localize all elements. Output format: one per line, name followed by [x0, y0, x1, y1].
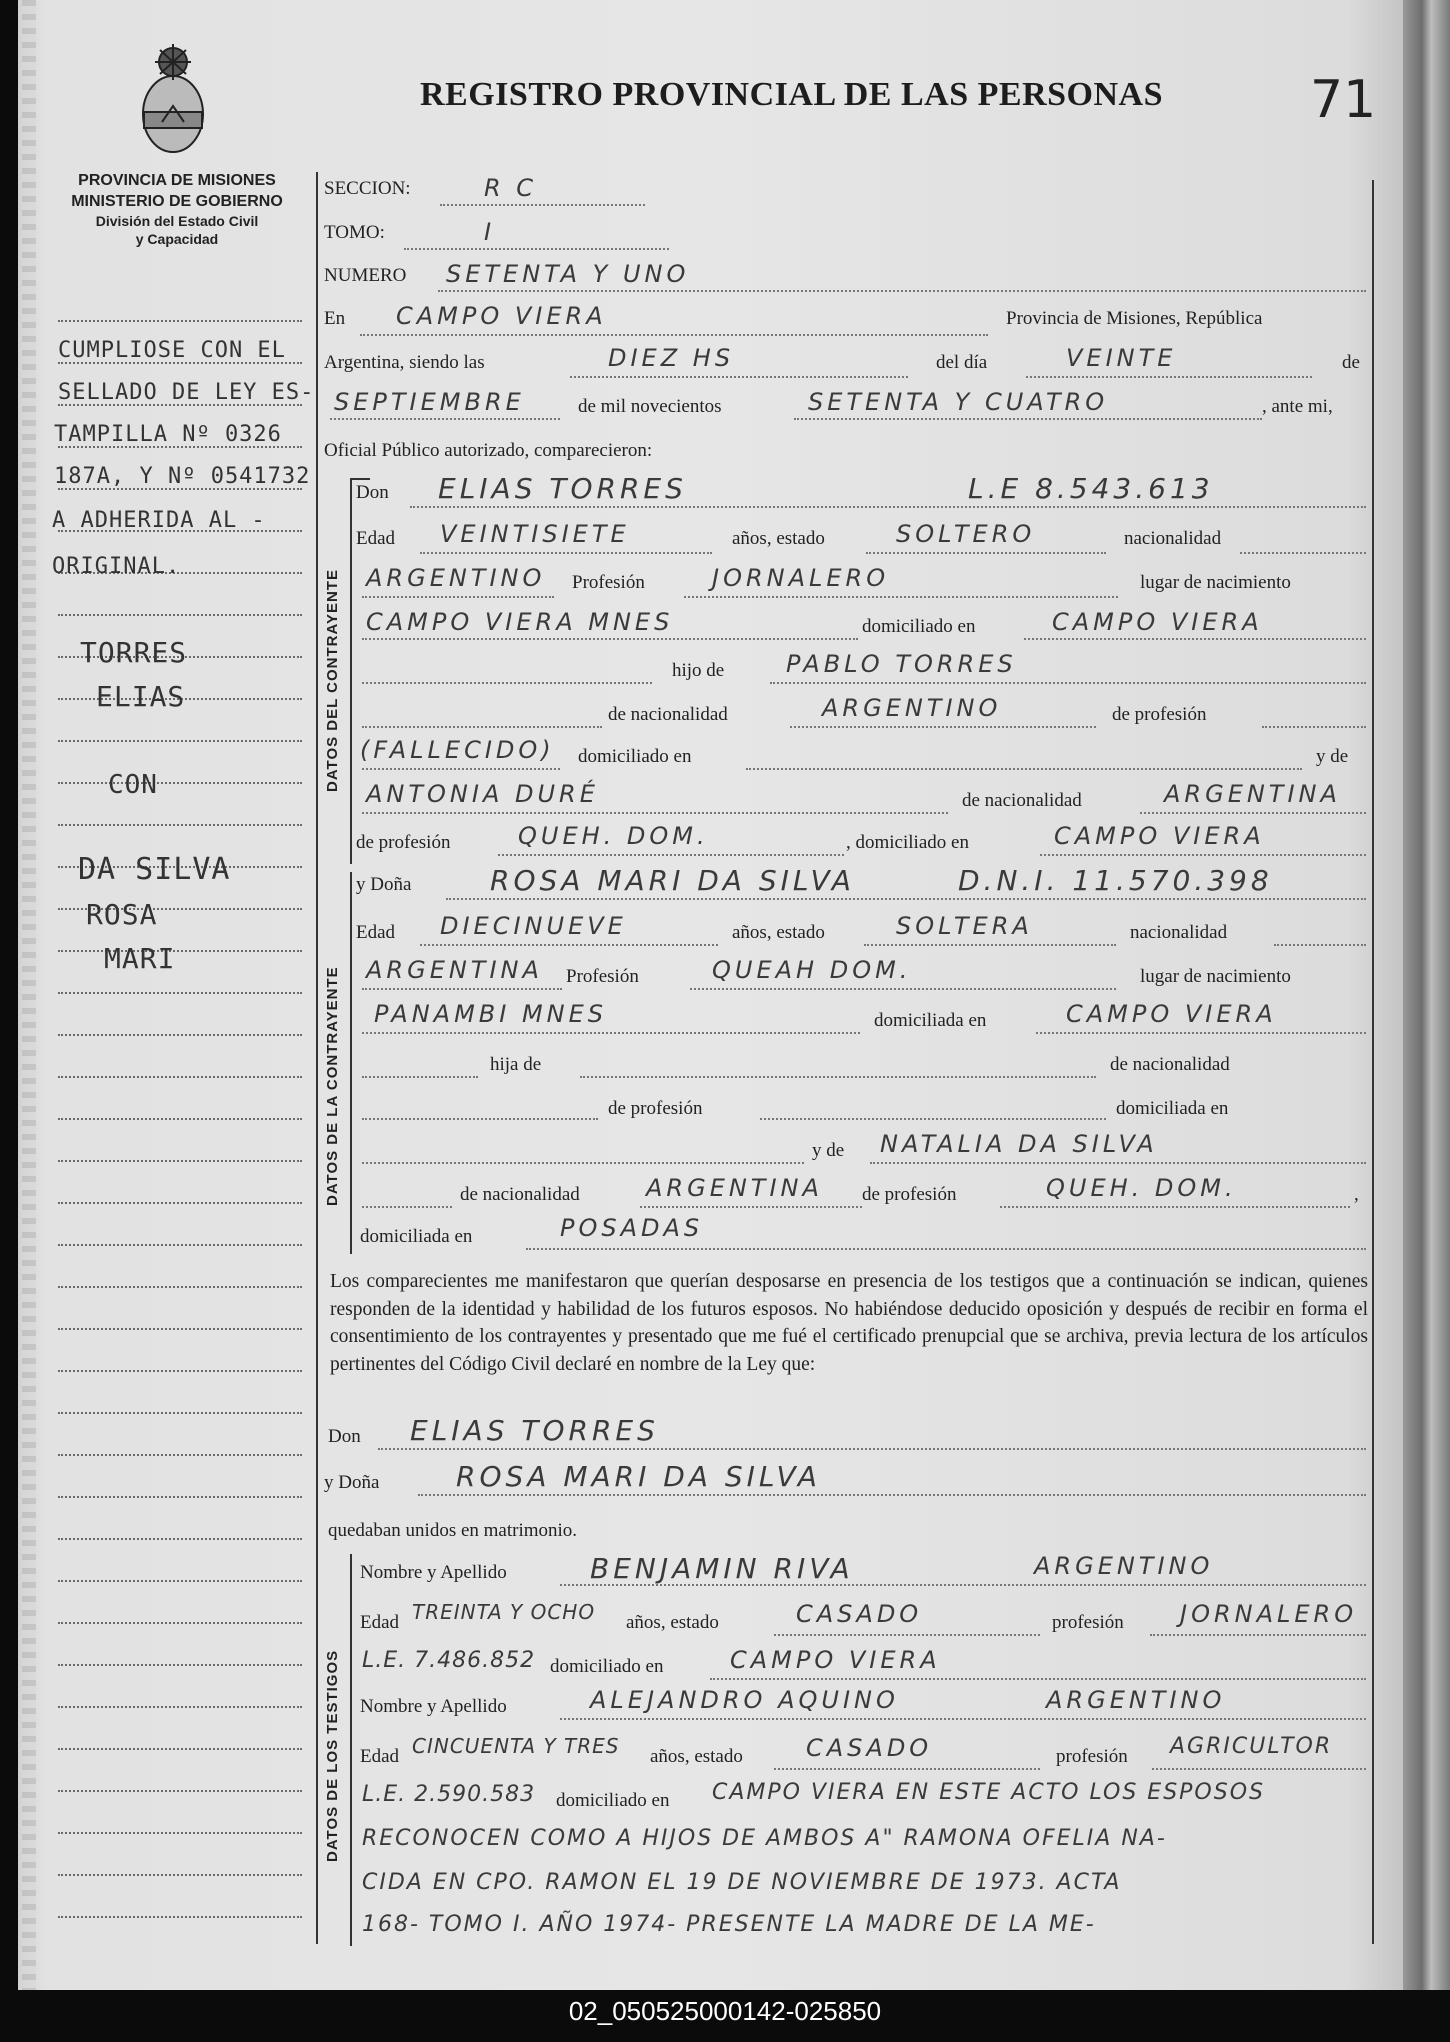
- dona-label: y Doña: [356, 874, 412, 895]
- anos-estado-label: años, estado: [732, 922, 825, 943]
- groom-estado: SOLTERO: [896, 520, 1036, 548]
- father-status: (FALLECIDO): [360, 736, 555, 764]
- hijo-de-label: hijo de: [672, 660, 725, 681]
- margin-line: [58, 1832, 302, 1834]
- fill-line: [1036, 1032, 1366, 1034]
- fill-line: [526, 1248, 1366, 1250]
- margin-line: [58, 1874, 302, 1876]
- office-capacity: y Capacidad: [135, 231, 219, 247]
- margin-line: [58, 950, 302, 952]
- issuing-office: [46, 170, 308, 248]
- bride-mother-name: NATALIA DA SILVA: [880, 1130, 1158, 1158]
- bride-id: D.N.I. 11.570.398: [958, 864, 1273, 897]
- margin-line: [58, 1454, 302, 1456]
- fill-line: [1262, 726, 1366, 728]
- margin-line: [58, 1748, 302, 1750]
- lugar-nac-label: lugar de nacimiento: [1140, 966, 1291, 987]
- margin-line: [58, 824, 302, 826]
- margin-note: CUMPLIOSE CON EL: [58, 338, 286, 363]
- notes-line-3: 168- TOMO I. AÑO 1974- PRESENTE LA MADRE DE LA ME-: [362, 1912, 1096, 1937]
- fill-line: [770, 682, 1366, 684]
- fill-line: [684, 596, 1118, 598]
- y-de-label: y de: [1316, 746, 1349, 767]
- fill-line: [864, 944, 1116, 946]
- right-border: [1372, 180, 1374, 1944]
- witness1-domicile: CAMPO VIERA: [730, 1646, 941, 1674]
- de-profesion-label: de profesión: [608, 1098, 703, 1119]
- margin-line: [58, 1790, 302, 1792]
- witness2-nationality: ARGENTINO: [1046, 1686, 1226, 1714]
- folio-number: 71: [1310, 70, 1377, 130]
- closing-text: quedaban unidos en matrimonio.: [328, 1520, 578, 1541]
- bride-mother-nationality: ARGENTINA: [646, 1174, 823, 1202]
- edad-label: Edad: [360, 1612, 400, 1633]
- witness1-age: TREINTA Y OCHO: [412, 1600, 596, 1624]
- mother-domicile: CAMPO VIERA: [1054, 822, 1265, 850]
- binding-edge: [22, 0, 36, 1990]
- bride-domicile: CAMPO VIERA: [1066, 1000, 1277, 1028]
- fill-line: [362, 682, 652, 684]
- notes-line-2: CIDA EN CPO. RAMON EL 19 DE NOVIEMBRE DE 1973. ACTA: [362, 1870, 1122, 1895]
- year-value: SETENTA Y CUATRO: [808, 388, 1109, 416]
- fill-line: [866, 552, 1106, 554]
- margin-note: ELIAS: [96, 680, 186, 713]
- tomo-value: I: [484, 218, 496, 246]
- edad-label: Edad: [360, 1746, 400, 1767]
- groom-nationality: ARGENTINO: [366, 564, 546, 592]
- lugar-nac-label: lugar de nacimiento: [1140, 572, 1291, 593]
- nombre-label: Nombre y Apellido: [360, 1562, 507, 1583]
- margin-line: [58, 320, 302, 322]
- witness2-domicile: CAMPO VIERA EN ESTE ACTO LOS ESPOSOS: [712, 1780, 1265, 1805]
- de-nacionalidad-label: de nacionalidad: [608, 704, 728, 725]
- fill-line: [774, 1634, 1040, 1636]
- notes-line-1: RECONOCEN COMO A HIJOS DE AMBOS A" RAMONA OFELIA NA-: [362, 1826, 1167, 1851]
- bride-mother-profession: QUEH. DOM.: [1046, 1174, 1237, 1202]
- fill-line: [1150, 1634, 1366, 1636]
- nombre-label: Nombre y Apellido: [360, 1696, 507, 1717]
- margin-line: [58, 1244, 302, 1246]
- fill-line: [1026, 376, 1312, 378]
- margin-line: [58, 1706, 302, 1708]
- margin-line: [58, 1412, 302, 1414]
- fill-line: [418, 1494, 1366, 1496]
- fill-line: [1152, 1768, 1366, 1770]
- coat-of-arms-icon: [132, 42, 214, 162]
- witness1-profession: JORNALERO: [1180, 1600, 1358, 1628]
- file-identifier: 02_050525000142-025850: [568, 1996, 882, 2026]
- margin-line: [58, 782, 302, 784]
- fill-line: [362, 768, 560, 770]
- fill-line: [498, 854, 844, 856]
- mother-domiciliado-label: , domiciliado en: [846, 832, 969, 853]
- witness1-estado: CASADO: [796, 1600, 923, 1628]
- margin-line: [58, 1496, 302, 1498]
- dona-label: y Doña: [324, 1472, 380, 1493]
- fill-line: [794, 418, 1262, 420]
- fill-line: [570, 376, 908, 378]
- comma: ,: [1354, 1184, 1359, 1205]
- witness1-nationality: ARGENTINO: [1034, 1552, 1214, 1580]
- bride-name: ROSA MARI DA SILVA: [490, 864, 855, 897]
- groom-birthplace: CAMPO VIERA MNES: [366, 608, 674, 636]
- numero-label: NUMERO: [324, 265, 407, 286]
- domiciliado-en-label: domiciliado en: [578, 746, 692, 767]
- don-label: Don: [328, 1426, 361, 1447]
- bride-estado: SOLTERA: [896, 912, 1033, 940]
- witness-section-label: DATOS DE LOS TESTIGOS: [324, 1649, 341, 1862]
- witness1-name: BENJAMIN RIVA: [590, 1552, 854, 1585]
- domiciliado-label: domiciliado en: [862, 616, 976, 637]
- profesion-label: profesión: [1056, 1746, 1128, 1767]
- day-value: VEINTE: [1066, 344, 1177, 372]
- fill-line: [362, 1118, 598, 1120]
- fill-line: [446, 898, 1366, 900]
- witness2-id: L.E. 2.590.583: [362, 1782, 536, 1807]
- margin-line: [58, 1538, 302, 1540]
- fill-line: [1274, 944, 1366, 946]
- margin-line: [58, 1622, 302, 1624]
- profesion-label: profesión: [1052, 1612, 1124, 1633]
- ante-mi: , ante mi,: [1262, 396, 1333, 417]
- margin-line: [58, 1370, 302, 1372]
- margin-note: ORIGINAL.: [52, 554, 181, 579]
- margin-note: ROSA: [86, 898, 158, 931]
- margin-note: 187A, Y Nº 0541732: [54, 464, 311, 489]
- margin-line: [58, 1160, 302, 1162]
- don-label: Don: [356, 482, 389, 503]
- father-name: PABLO TORRES: [786, 650, 1017, 678]
- margin-note: TORRES: [80, 636, 188, 669]
- block-corner: [350, 478, 370, 480]
- hija-de-label: hija de: [490, 1054, 542, 1075]
- groom-age: VEINTISIETE: [440, 520, 630, 548]
- fill-line: [438, 290, 1366, 292]
- margin-line: [58, 1034, 302, 1036]
- margin-line: [58, 1202, 302, 1204]
- mother-prof-label: de profesión: [862, 1184, 957, 1205]
- groom-name: ELIAS TORRES: [438, 472, 687, 505]
- fill-line: [790, 726, 1096, 728]
- fill-line: [580, 1076, 1096, 1078]
- groom-domicile: CAMPO VIERA: [1052, 608, 1263, 636]
- fill-line: [1040, 854, 1366, 856]
- fill-line: [560, 1718, 1366, 1720]
- de-mil: de mil novecientos: [578, 396, 722, 417]
- fill-line: [362, 1162, 804, 1164]
- witness2-name: ALEJANDRO AQUINO: [590, 1686, 899, 1714]
- witness1-id: L.E. 7.486.852: [362, 1648, 536, 1673]
- mother-nationality-label: de nacionalidad: [962, 790, 1082, 811]
- fill-line: [404, 248, 669, 250]
- fill-line: [330, 418, 560, 420]
- fill-line: [1240, 552, 1366, 554]
- oficial-text: Oficial Público autorizado, comparecieron:: [324, 440, 653, 461]
- argentina-siendo: Argentina, siendo las: [324, 352, 485, 373]
- margin-line: [58, 1118, 302, 1120]
- margin-line: [58, 1580, 302, 1582]
- fill-line: [420, 552, 712, 554]
- margin-note: MARI: [104, 942, 176, 975]
- margin-note: DA SILVA: [78, 852, 231, 887]
- fill-line: [1000, 1206, 1350, 1208]
- anos-estado-label: años, estado: [626, 1612, 719, 1633]
- bride-birthplace: PANAMBI MNES: [374, 1000, 608, 1028]
- margin-note: TAMPILLA Nº 0326: [54, 422, 282, 447]
- fill-line: [362, 726, 602, 728]
- domiciliado-label: domiciliado en: [556, 1790, 670, 1811]
- father-nationality: ARGENTINO: [822, 694, 1002, 722]
- mother-profession: QUEH. DOM.: [518, 822, 709, 850]
- fill-line: [362, 988, 562, 990]
- bride-age: DIECINUEVE: [440, 912, 627, 940]
- profesion-label: Profesión: [572, 572, 645, 593]
- groom-block-rule: [350, 478, 352, 864]
- fill-line: [710, 1678, 1366, 1680]
- mother-nationality: ARGENTINA: [1164, 780, 1341, 808]
- fill-line: [362, 1032, 860, 1034]
- mother-dom-label: domiciliada en: [360, 1226, 473, 1247]
- margin-note: A ADHERIDA AL -: [52, 508, 266, 533]
- numero-value: SETENTA Y UNO: [446, 260, 690, 288]
- fill-line: [362, 596, 554, 598]
- margin-line: [58, 1076, 302, 1078]
- book-edge: [1403, 0, 1450, 1990]
- del-dia: del día: [936, 352, 988, 373]
- witness2-profession: AGRICULTOR: [1170, 1734, 1333, 1759]
- fill-line: [420, 944, 718, 946]
- fill-line: [1140, 812, 1366, 814]
- province-text: Provincia de Misiones, República: [1006, 308, 1263, 329]
- fill-line: [362, 1206, 452, 1208]
- groom-profession: JORNALERO: [712, 564, 890, 592]
- declaration-paragraph: Los comparecientes me manifestaron que querían desposarse en presencia de los testigos que a continuación se indican, quienes responden de la identidad y habilidad de los futuros esposos. No habiéndose deducido oposición y después de recibir en forma el consentimiento de los contrayentes y presentado que me fué el certificado prenupcial que se archiva, previa lectura de los artículos pertinentes del Código Civil declaré en nombre de la Ley que:: [330, 1271, 1368, 1375]
- domiciliado-label: domiciliado en: [550, 1656, 664, 1677]
- margin-line: [58, 1916, 302, 1918]
- fill-line: [378, 1448, 1366, 1450]
- domiciliada-en-label: domiciliada en: [1116, 1098, 1229, 1119]
- mother-name: ANTONIA DURÉ: [366, 780, 599, 808]
- profesion-label: Profesión: [566, 966, 639, 987]
- seccion-label: SECCION:: [324, 178, 411, 199]
- margin-divider: [316, 172, 318, 1944]
- document-title: REGISTRO PROVINCIAL DE LAS PERSONAS: [420, 76, 1163, 113]
- de-profesion-label: de profesión: [1112, 704, 1207, 725]
- bride-mother-domicile: POSADAS: [560, 1214, 704, 1242]
- fill-line: [360, 334, 988, 336]
- y-de-label: y de: [812, 1140, 845, 1161]
- nacionalidad-label: nacionalidad: [1124, 528, 1222, 549]
- bride-section-label: DATOS DE LA CONTRAYENTE: [324, 966, 341, 1206]
- margin-line: [58, 740, 302, 742]
- fill-line: [774, 1768, 1040, 1770]
- bride-nationality: ARGENTINA: [366, 956, 543, 984]
- domiciliada-label: domiciliada en: [874, 1010, 987, 1031]
- de-nacionalidad-label: de nacionalidad: [1110, 1054, 1230, 1075]
- hour-value: DIEZ HS: [608, 344, 735, 372]
- office-province: PROVINCIA DE MISIONES: [78, 172, 276, 189]
- fill-line: [870, 1162, 1366, 1164]
- anos-estado-label: años, estado: [732, 528, 825, 549]
- margin-note: CON: [108, 770, 158, 800]
- declared-bride: ROSA MARI DA SILVA: [456, 1460, 821, 1493]
- fill-line: [746, 768, 1302, 770]
- anos-estado-label: años, estado: [650, 1746, 743, 1767]
- place-value: CAMPO VIERA: [396, 302, 607, 330]
- office-ministry: MINISTERIO DE GOBIERNO: [71, 193, 283, 210]
- mother-nat-label: de nacionalidad: [460, 1184, 580, 1205]
- margin-line: [58, 614, 302, 616]
- margin-line: [58, 1664, 302, 1666]
- groom-section-label: DATOS DEL CONTRAYENTE: [324, 569, 341, 792]
- fill-line: [410, 506, 1366, 508]
- edad-label: Edad: [356, 528, 396, 549]
- fill-line: [640, 1206, 862, 1208]
- de-label: de: [1342, 352, 1360, 373]
- fill-line: [1024, 638, 1366, 640]
- witness-block-rule: [350, 1554, 352, 1946]
- fill-line: [760, 1118, 1106, 1120]
- en-label: En: [324, 308, 346, 329]
- office-division: División del Estado Civil: [95, 213, 259, 229]
- month-value: SEPTIEMBRE: [334, 388, 525, 416]
- tomo-label: TOMO:: [324, 222, 385, 243]
- edad-label: Edad: [356, 922, 396, 943]
- fill-line: [690, 988, 1116, 990]
- nacionalidad-label: nacionalidad: [1130, 922, 1228, 943]
- margin-line: [58, 992, 302, 994]
- fill-line: [362, 812, 948, 814]
- mother-profesion-label: de profesión: [356, 832, 451, 853]
- margin-line: [58, 1286, 302, 1288]
- witness2-estado: CASADO: [806, 1734, 933, 1762]
- fill-line: [362, 1076, 478, 1078]
- margin-line: [58, 1328, 302, 1330]
- fill-line: [440, 204, 645, 206]
- declared-groom: ELIAS TORRES: [410, 1414, 659, 1447]
- witness2-age: CINCUENTA Y TRES: [412, 1734, 620, 1758]
- fill-line: [362, 638, 858, 640]
- bride-profession: QUEAH DOM.: [712, 956, 912, 984]
- groom-id: L.E 8.543.613: [968, 472, 1214, 505]
- bride-block-rule: [350, 872, 352, 1254]
- margin-note: SELLADO DE LEY ES-: [58, 380, 315, 405]
- seccion-value: R C: [484, 174, 538, 202]
